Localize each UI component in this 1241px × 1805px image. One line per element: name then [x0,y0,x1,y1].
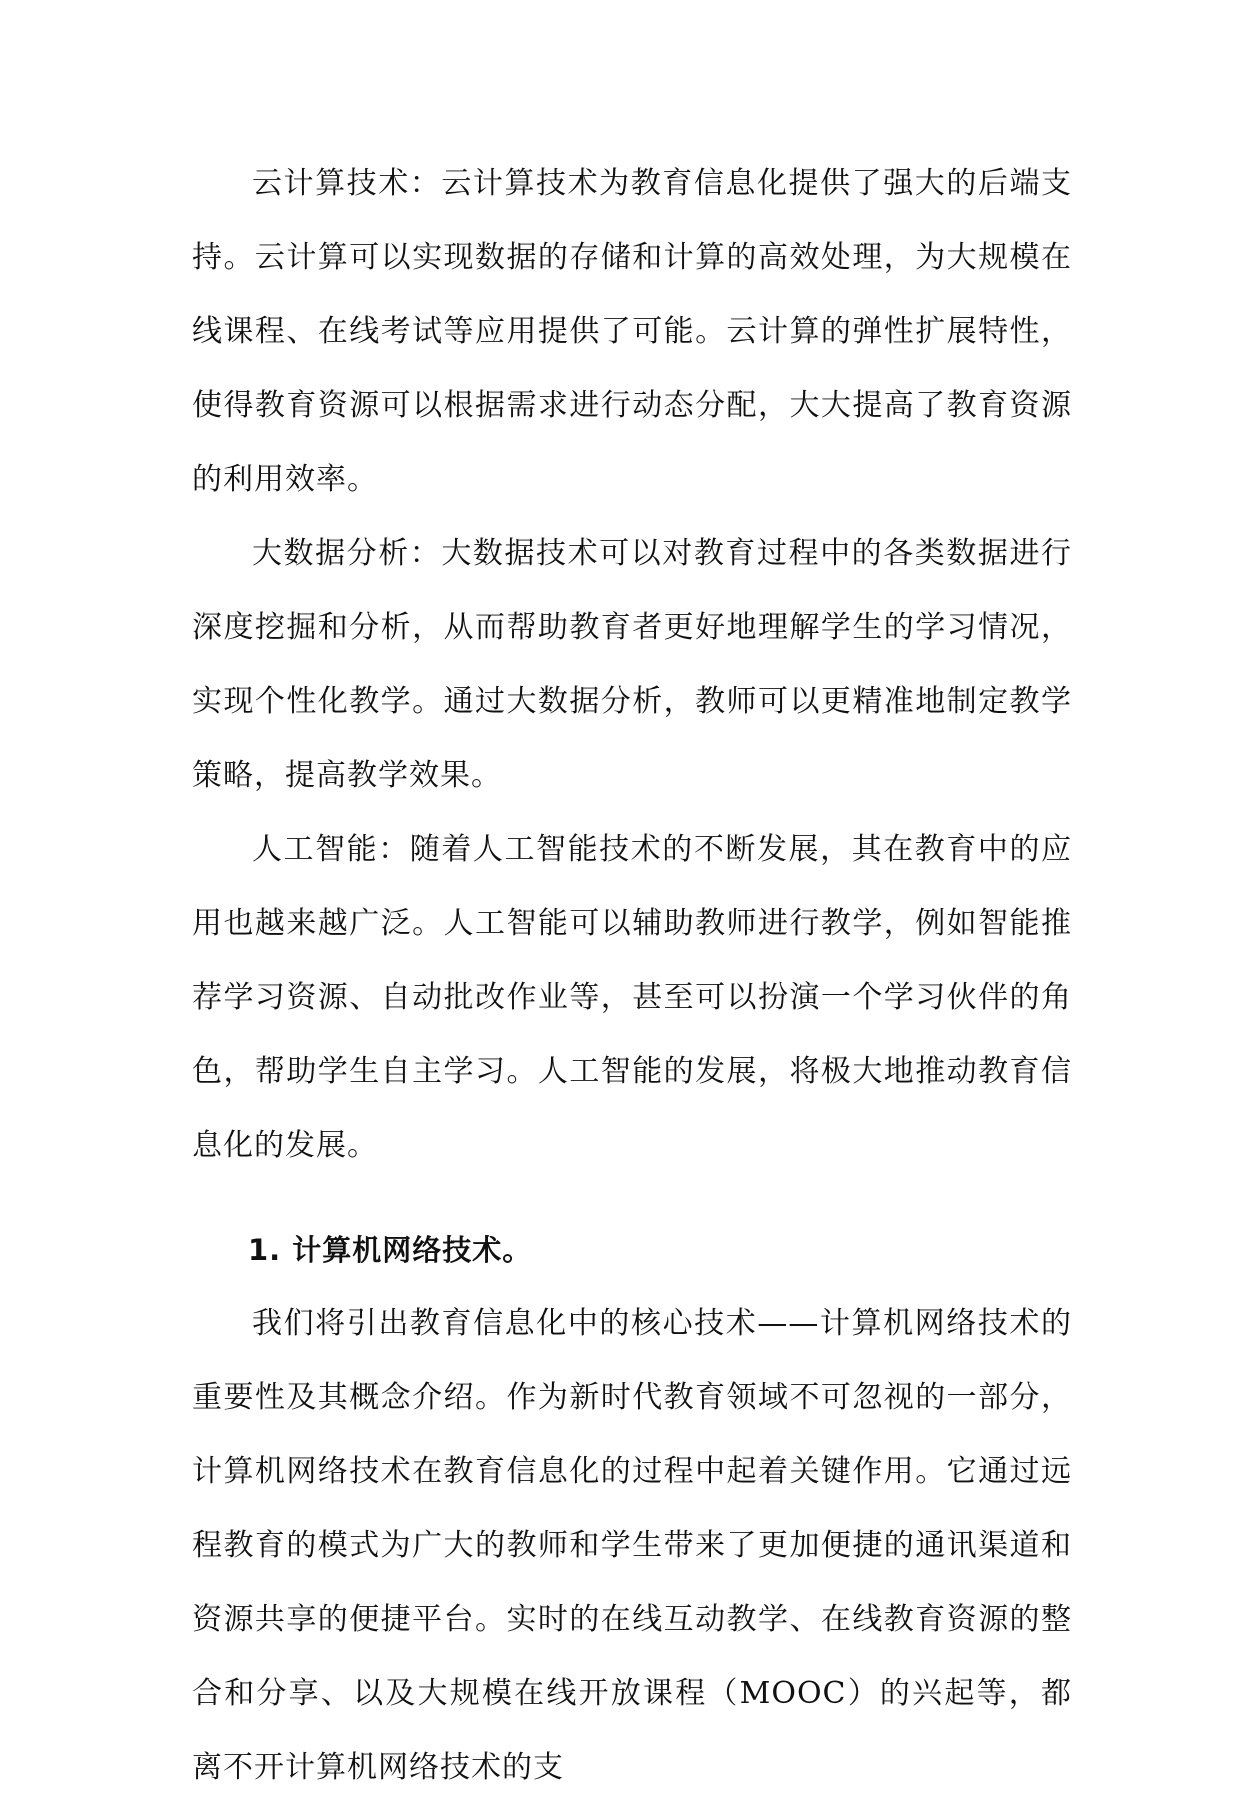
section-heading-computer-network: 1. 计算机网络技术。 [248,1233,533,1267]
paragraph-artificial-intelligence: 人工智能：随着人工智能技术的不断发展，其在教育中的应用也越来越广泛。人工智能可以辅助教师进行教学，例如智能推荐学习资源、自动批改作业等，甚至可以扮演一个学习伙伴的角色，帮助学生自主学习。人工智能的发展，将极大地推动教育信息化的发展。 [192,832,1072,1163]
paragraph-cloud-computing: 云计算技术：云计算技术为教育信息化提供了强大的后端支持。云计算可以实现数据的存储和计算的高效处理，为大规模在线课程、在线考试等应用提供了可能。云计算的弹性扩展特性，使得教育资源可以根据需求进行动态分配，大大提高了教育资源的利用效率。 [192,166,1072,497]
document-body [192,147,1072,1805]
paragraph-big-data: 大数据分析：大数据技术可以对教育过程中的各类数据进行深度挖掘和分析，从而帮助教育者更好地理解学生的学习情况，实现个性化教学。通过大数据分析，教师可以更精准地制定教学策略，提高教学效果。 [192,536,1072,793]
paragraph-computer-network: 我们将引出教育信息化中的核心技术——计算机网络技术的重要性及其概念介绍。作为新时代教育领域不可忽视的一部分，计算机网络技术在教育信息化的过程中起着关键作用。它通过远程教育的模式为广大的教师和学生带来了更加便捷的通讯渠道和资源共享的便捷平台。实时的在线互动教学、在线教育资源的整合和分享、以及大规模在线开放课程（MOOC）的兴起等，都离不开计算机网络技术的支 [192,1306,1072,1785]
